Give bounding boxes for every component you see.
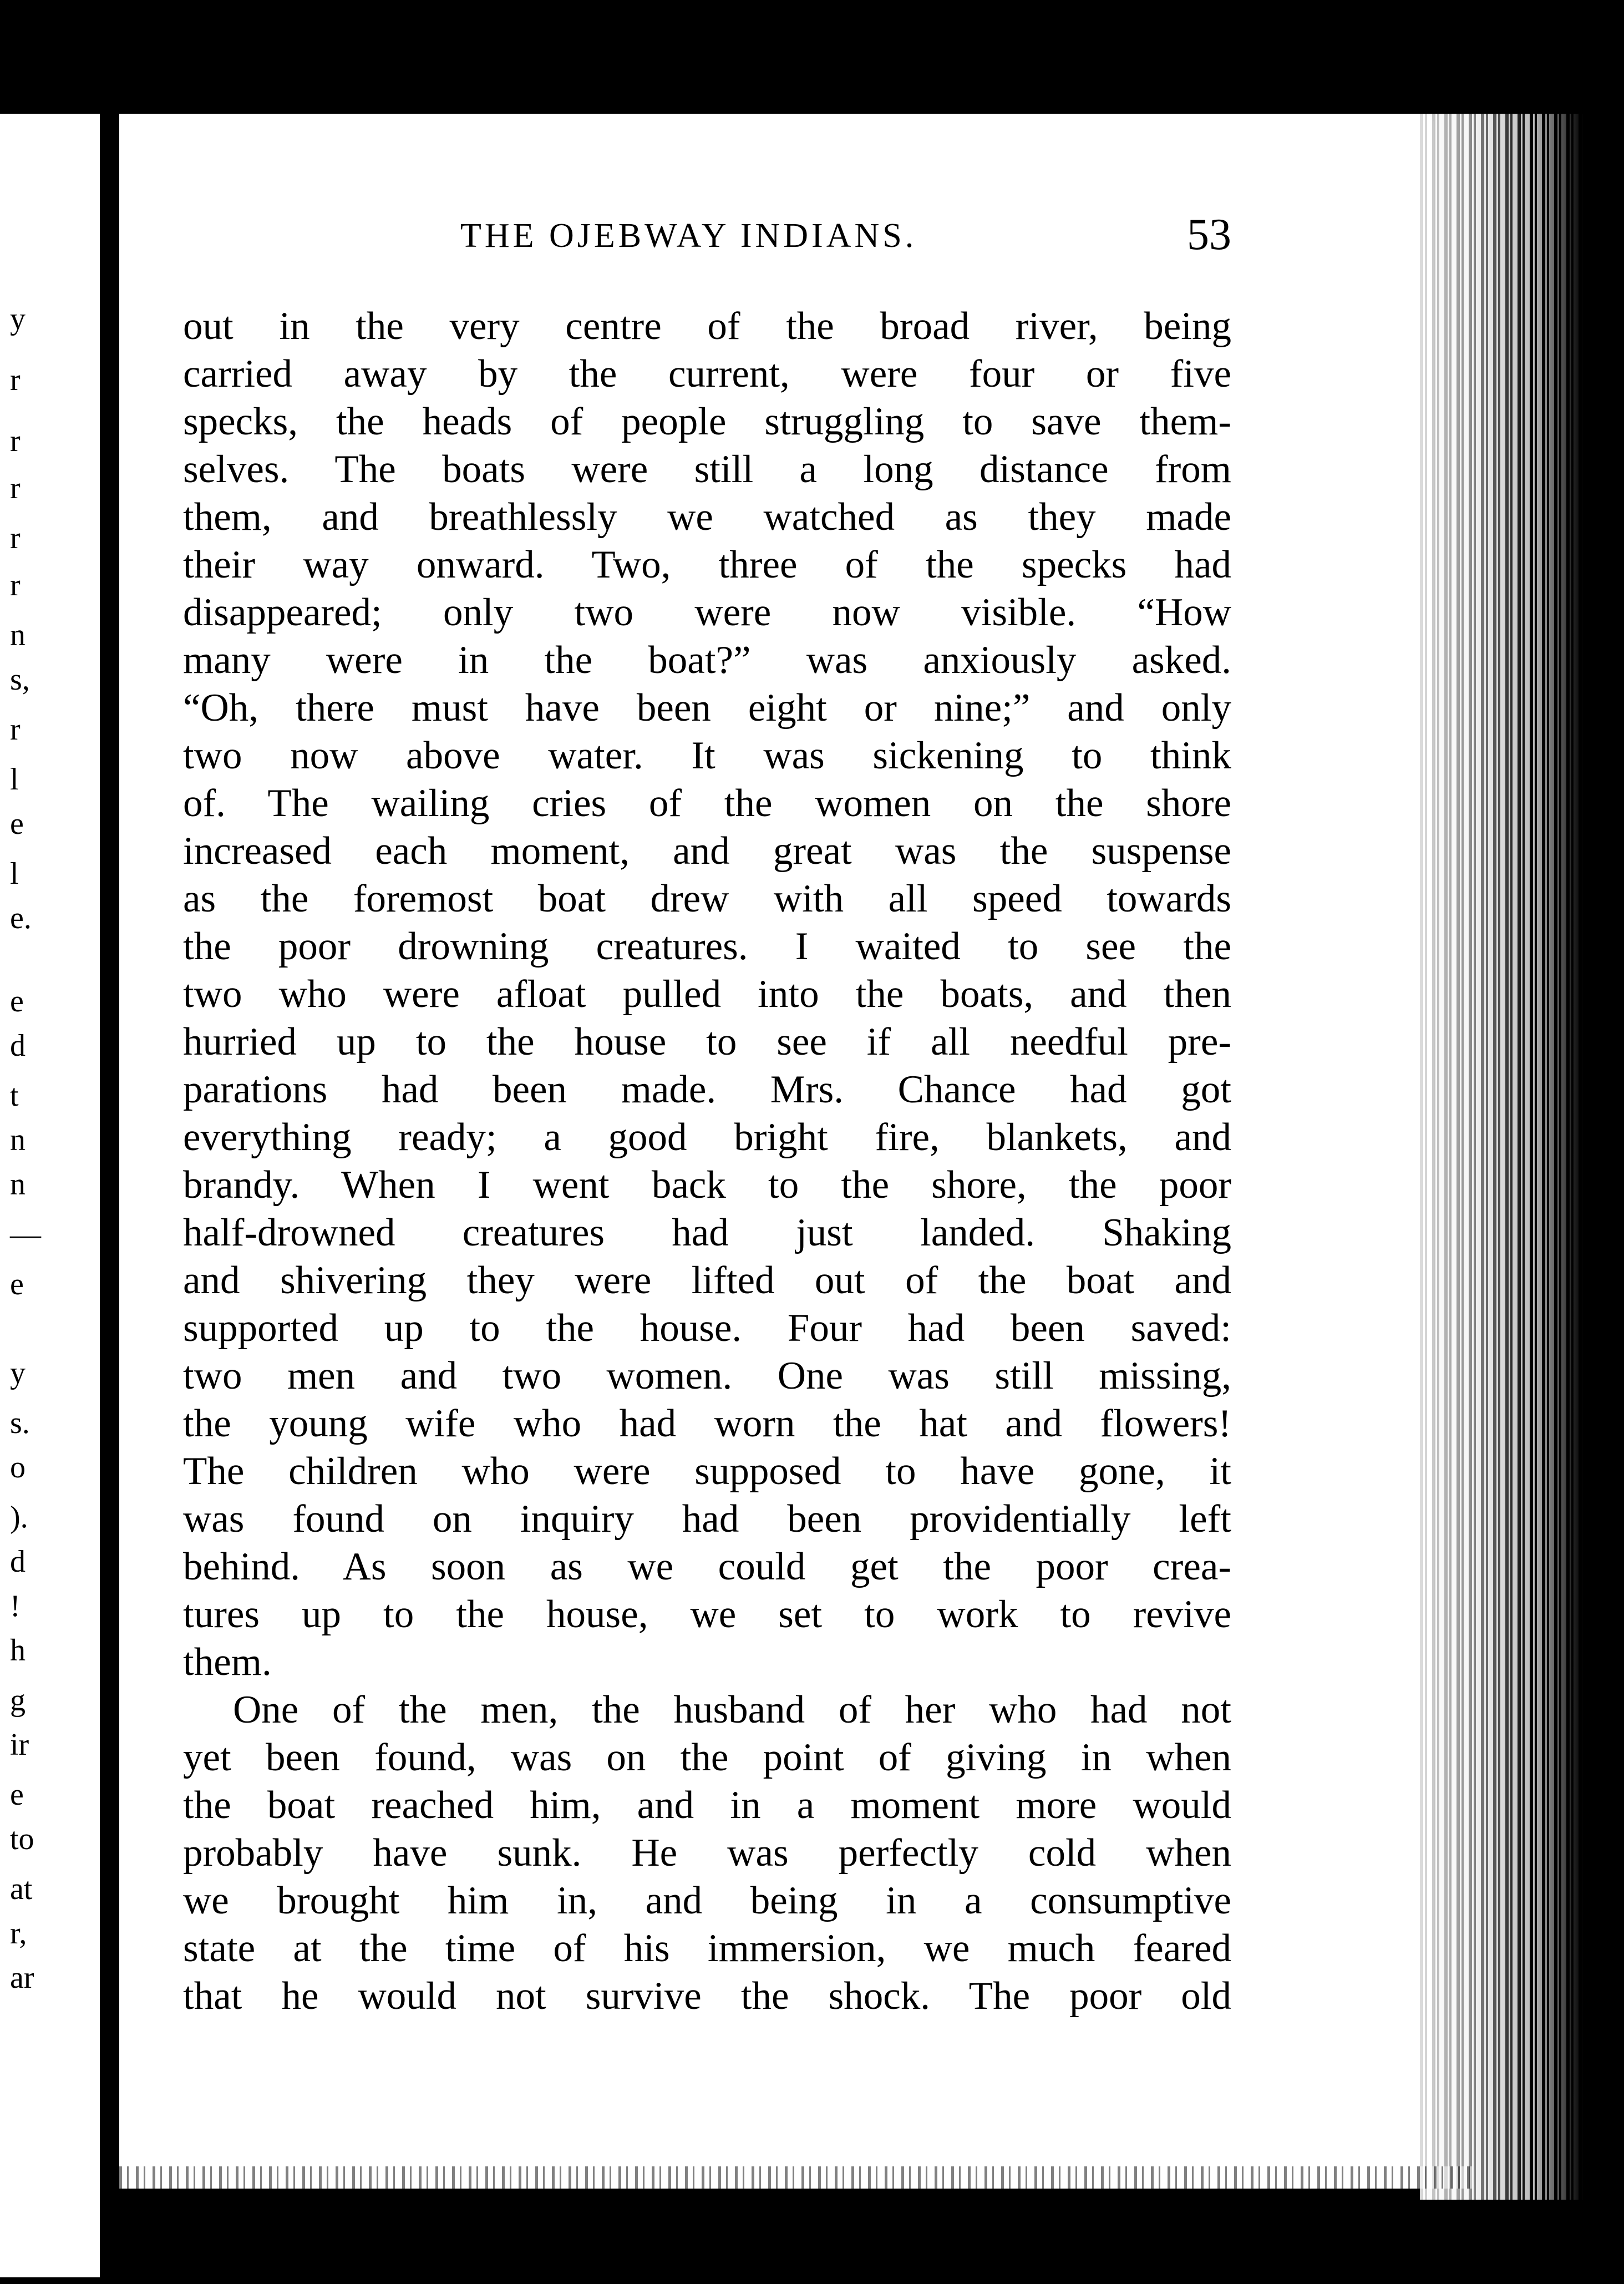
facing-page-fragment: d [10, 1544, 26, 1579]
facing-page-fragment: y [10, 302, 26, 336]
facing-page-fragment: e [10, 1267, 24, 1301]
facing-page-fragment: e [10, 1777, 24, 1812]
facing-page-fragment: h [10, 1633, 26, 1668]
text-line: increased each moment, and great was the suspense [183, 829, 1231, 873]
facing-page-fragment: e. [10, 901, 32, 935]
text-line: the poor drowning creatures. I waited to see the [183, 925, 1231, 968]
facing-page-fragment: r [10, 363, 21, 397]
facing-page-fragment: n [10, 618, 26, 652]
facing-page-fragment: l [10, 762, 19, 797]
text-line: selves. The boats were still a long distance from [183, 448, 1231, 491]
running-title: THE OJEBWAY INDIANS. [460, 217, 917, 255]
text-line: supported up to the house. Four had been saved: [183, 1306, 1231, 1350]
text-line: that he would not survive the shock. The poor old [183, 1974, 1231, 2018]
facing-page-fragment: l [10, 857, 19, 891]
text-line: everything ready; a good bright fire, blankets, and [183, 1116, 1231, 1159]
facing-page-fragment: e [10, 807, 24, 841]
text-line: yet been found, was on the point of giving in when [183, 1736, 1231, 1779]
facing-page-fragment: ! [10, 1589, 21, 1623]
text-line: as the foremost boat drew with all speed towards [183, 877, 1231, 920]
text-line: disappeared; only two were now visible. “How [183, 591, 1231, 634]
facing-page-edge [0, 114, 105, 2277]
text-line: was found on inquiry had been providentially left [183, 1497, 1231, 1541]
facing-page-fragment: r, [10, 1916, 27, 1951]
text-line: hurried up to the house to see if all needful pre- [183, 1020, 1231, 1063]
text-line: out in the very centre of the broad river, being [183, 305, 1231, 348]
text-line: two who were afloat pulled into the boats, and then [183, 973, 1231, 1016]
text-line: parations had been made. Mrs. Chance had got [183, 1068, 1231, 1111]
text-line: the young wife who had worn the hat and flowers! [183, 1402, 1231, 1445]
facing-page-fragment: g [10, 1683, 26, 1718]
text-line: two now above water. It was sickening to think [183, 734, 1231, 777]
facing-page-fragment: d [10, 1029, 26, 1063]
text-line: The children who were supposed to have gone, it [183, 1450, 1231, 1493]
text-line: them, and breathlessly we watched as they made [183, 495, 1231, 539]
facing-page-fragment: s, [10, 662, 30, 697]
text-line: specks, the heads of people struggling to save them- [183, 400, 1231, 443]
text-line: two men and two women. One was still missing, [183, 1354, 1231, 1397]
text-line: and shivering they were lifted out of the boat and [183, 1259, 1231, 1302]
text-line: probably have sunk. He was perfectly cold when [183, 1831, 1231, 1875]
facing-page-fragment: ir [10, 1728, 29, 1762]
page-header [183, 205, 1231, 272]
page-gutter-shadow [100, 114, 105, 2277]
facing-page-fragment: n [10, 1167, 26, 1202]
facing-page-fragment: r [10, 568, 21, 602]
text-line: “Oh, there must have been eight or nine;” and only [183, 686, 1231, 730]
facing-page-fragment: s. [10, 1406, 30, 1440]
text-line: carried away by the current, were four or five [183, 352, 1231, 396]
facing-page-fragment: e [10, 984, 24, 1019]
text-line: One of the men, the husband of her who had not [233, 1688, 1231, 1731]
text-line: their way onward. Two, three of the specks had [183, 543, 1231, 586]
scan-gutter-fade [1420, 114, 1624, 2200]
scan-bottom-edge [119, 2166, 1473, 2189]
paragraph [183, 302, 1231, 1686]
facing-page-fragment: — [10, 1217, 41, 1252]
facing-page-fragment: r [10, 521, 21, 555]
facing-page-fragment: to [10, 1822, 34, 1856]
facing-page-fragment: y [10, 1356, 26, 1390]
text-line: them. [183, 1640, 272, 1684]
facing-page-fragment: n [10, 1123, 26, 1157]
paragraph [183, 1686, 1231, 2020]
text-line: many were in the boat?” was anxiously asked. [183, 639, 1231, 682]
text-line: tures up to the house, we set to work to revive [183, 1593, 1231, 1636]
body-text [183, 302, 1231, 2020]
facing-page-fragment: ). [10, 1500, 28, 1535]
page-number: 53 [1187, 210, 1231, 259]
facing-page-fragment: t [10, 1078, 19, 1113]
text-line: we brought him in, and being in a consumptive [183, 1879, 1231, 1922]
facing-page-fragment: o [10, 1450, 26, 1485]
text-line: brandy. When I went back to the shore, the poor [183, 1163, 1231, 1207]
facing-page-fragment: r [10, 712, 21, 747]
text-line: the boat reached him, and in a moment more would [183, 1784, 1231, 1827]
text-line: behind. As soon as we could get the poor crea- [183, 1545, 1231, 1588]
text-line: of. The wailing cries of the women on the shore [183, 782, 1231, 825]
text-line: state at the time of his immersion, we much feared [183, 1927, 1231, 1970]
facing-page-fragment: at [10, 1872, 33, 1906]
facing-page-fragment: r [10, 424, 21, 458]
text-line: half-drowned creatures had just landed. Shaking [183, 1211, 1231, 1254]
facing-page-fragment: r [10, 471, 21, 505]
facing-page-fragment: ar [10, 1961, 34, 1995]
